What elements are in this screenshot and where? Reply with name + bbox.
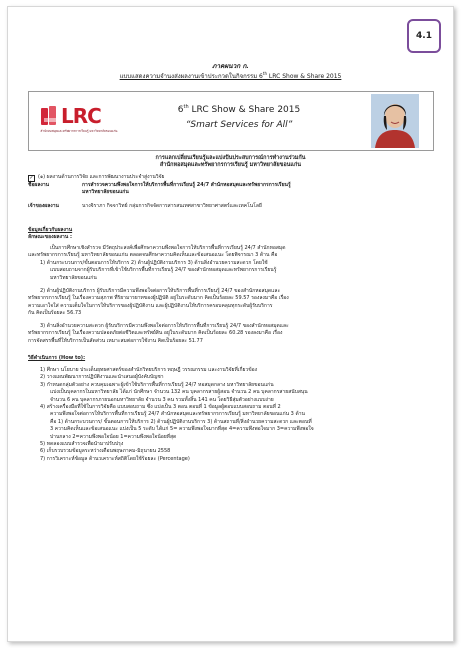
list-item: 5) ทดลองแบบสำรวจเพื่อนำมาปรับปรุง — [40, 441, 124, 448]
list-item: 3) กำหนดกลุ่มตัวอย่าง ควบคุมเฉพาะผู้เข้าใช้บริการพื้นที่การเรียนรู้ 24/7 หอสมุดกลาง มหาวิทยาลัยขอนแก่น — [40, 381, 274, 388]
paragraph-1: เป็นการศึกษาเชิงสำรวจ มีวัตถุประสงค์เพื่อศึกษาความพึงพอใจการให้บริการพื้นที่การเรียนรู้ 24/7 สำนักหอสมุด และทรัพยากรการเรียนรู้ มหาวิทยาลัยขอนแก่น ตลอดจนศึกษาความคิดเห็นและข้อเสนอแนะ โดยพิจารณา 3 ด้าน คือ 1) ด้านกระบวนการ/ขั้นตอนการให้บริการ 2) ด้านผู้ปฏิบัติงานบริการ 3) ด้านสิ่งอำนวยความสะดวก โดยใช้ แบบสอบถามจากผู้รับบริการที่เข้าใช้บริการพื้นที่การเรียนรู้ 24/7 ของสำนักหอสมุดและทรัพยากรการเรียนรู้ มหาวิทยาลัยขอนแก่น — [28, 245, 286, 281]
category-line: ✓ (๑) ผลงานด้านการวิจัย และการพัฒนางานประจำสู่งานวิจัย — [29, 174, 165, 181]
lrc-logo: LRC สำนักหอสมุดและทรัพยากรการเรียนรู้ มหาวิทยาลัยขอนแก่น — [40, 104, 118, 133]
list-item: 7) การวิเคราะห์ข้อมูล ด้านวเคราะห์สถิติโดยใช้ร้อยละ (Percentage) — [40, 455, 190, 462]
paragraph-3: 3) ด้านสิ่งอำนวยความสะดวก ผู้รับบริการมีความพึงพอใจต่อการให้บริการพื้นที่การเรียนรู้ 24/7 ของสำนักหอสมุดและ ทรัพยากรการเรียนรู้ ในเรื่องความปลอดภัยต่อชีวิตและทรัพย์สิน อยู่ในระดับมาก คิดเป็นร้อยละ 60.28 รองลงมาคือ เรื่อง การจัดสรรพื้นที่ให้บริการเป็นสัดส่วน เหมาะสมต่อการใช้งาน คิดเป็นร้อยละ 51.77 — [28, 323, 289, 344]
section-heading: การแลกเปลี่ยนเรียนรู้และแบ่งปันประสบการณ์การทำงานร่วมกัน สำนักหอสมุดและทรัพยากรการเรียนรู้ มหาวิทยาลัยขอนแก่น — [155, 155, 306, 169]
list-item: 4) สร้างเครื่องมือที่ใช้ในการวิจัยคือ แบบสอบถาม ซึ่ง แบ่งเป็น 3 ตอน ตอนที่ 1 ข้อมูลผู้ตอบแบบสอบถาม ตอนที่ 2 — [40, 404, 281, 411]
owner-row: เจ้าของผลงาน นางจิราภา กิจจาวิทย์ กลุ่มการกิจจัดการสารสนเทศสาขาวิทยาศาสตร์และเทคโนโลยี — [28, 203, 262, 209]
banner-subtitle: “Smart Services for All” — [185, 120, 293, 130]
list-item: 1) ศึกษา นโยบาย ประเด็นยุทธศาสตร์ของสำนักวิทยบริการ ทฤษฎี วรรณกรรม และงานวิจัยที่เกี่ยวข้อง — [40, 367, 258, 373]
document-page — [7, 6, 454, 642]
event-banner — [28, 91, 434, 151]
checkbox-icon: ✓ — [29, 175, 34, 181]
method-list: 1) ศึกษา นโยบาย ประเด็นยุทธศาสตร์ของสำนักวิทยบริการ ทฤษฎี วรรณกรรม และงานวิจัยที่เกี่ยวข้อง 2) วางแผนพัฒนาการปฏิบัติงานและนำเสนอผู้บังคับบัญชา 3) กำหนดกลุ่มตัวอย่าง ควบคุมเฉพาะผู้เข้าใช้บริการพื้นที่การเรียนรู้ 24/7 หอสมุดกลาง มหาวิทยาลัยขอนแก่น แบ่งเป็นบุคลากรในมหาวิทยาลัย ได้แก่ นักศึกษา จำนวน 132 คน บุคลากรสายผู้สอน จำนวน 2 คน บุคลากรสายสนับสนุน จำนวน 6 คน บุคลากรภายนอกมหาวิทยาลัย จำนวน 3 คน รวมทั้งสิ้น 141 คน โดยวิธีสุ่มตัวอย่างแบบง่าย 4) สร้างเครื่องมือที่ใช้ในการวิจัยคือ แบบสอบถาม ซึ่ง แบ่งเป็น 3 ตอน ตอนที่ 1 ข้อมูลผู้ตอบแบบสอบถาม ตอนที่ 2 ความพึงพอใจต่อการให้บริการพื้นที่การเรียนรู้ 24/7 สำนักหอสมุดและทรัพยากรการเรียนรู้ มหาวิทยาลัยขอนแก่น 3 ด้าน คือ 1) ด้านกระบวนการ/ ขั้นตอนการให้บริการ 2) ด้านผู้ปฏิบัติงานบริการ 3) ด้านสถานที่/สิ่งอำนวยความสะดวก และตอนที่ 3 ความคิดเห็นและข้อเสนอแนะ แบ่งเป็น 5 ระดับ ได้แก่ 5= ความพึงพอใจมากที่สุด 4=ความพึงพอใจมาก 3=ความพึงพอใจ ปานกลาง 2=ความพึงพอใจน้อย 1=ความพึงพอใจน้อยที่สุด 5) ทดลองแบบสำรวจเพื่อนำมาปรับปรุง 6) เก็บรวบรวมข้อมูลระหว่างเดือนพฤษภาคม-มิถุนายน 2558 7) การวิเคราะห์ข้อมูล ด้านวเคราะห์สถิติโดยใช้ร้อยละ (Percentage) — [28, 367, 433, 463]
list-item: 2) วางแผนพัฒนาการปฏิบัติงานและนำเสนอผู้บังคับบัญชา — [40, 374, 164, 381]
appendix-title: ภาคผนวก ก. — [212, 62, 249, 70]
page-number-badge: 4.1 — [407, 19, 441, 53]
method-section: วิธีดำเนินการ (How to): — [28, 355, 86, 361]
author-photo — [371, 94, 419, 148]
info-heading: ข้อมูลเกี่ยวกับผลงาน ลักษณะของผลงาน : — [28, 227, 73, 241]
appendix-subtitle: แบบแสดงความจำนงส่งผลงานเข้าประกวดในกิจกรรม 6th LRC Show & Share 2015 — [119, 71, 342, 80]
banner-title: 6th LRC Show & Share 2015 — [177, 104, 301, 115]
list-item: 6) เก็บรวบรวมข้อมูลระหว่างเดือนพฤษภาคม-มิถุนายน 2558 — [40, 448, 171, 455]
paragraph-2: 2) ด้านผู้ปฏิบัติงานบริการ ผู้รับบริการมีความพึงพอใจต่อการให้บริการพื้นที่การเรียนรู้ 24/7 ของสำนักหอสมุดและ ทรัพยากรการเรียนรู้ ในเรื่องความสุภาพ ที่ริยามารยาทของผู้ปฏิบัติ อยู่ในระดับมาก คิดเป็นร้อยละ 59.57 รองลงมาคือ เรื่อง ความเอาใจใส่ ความเต็มใจในการให้บริการของผู้ปฏิบัติงาน และผู้ปฏิบัติงานให้บริการครอบคลุมทุกระดับผู้รับบริการ กัน คิดเป็นร้อยละ 56.73 — [28, 288, 289, 317]
work-title-row: ชื่อผลงาน การสำรวจความพึงพอใจการให้บริการพื้นที่การเรียนรู้ 24/7 สำนักหอสมุดและทรัพยากรการเรียนรู้ มหาวิทยาลัยขอนแก่น — [28, 182, 291, 196]
